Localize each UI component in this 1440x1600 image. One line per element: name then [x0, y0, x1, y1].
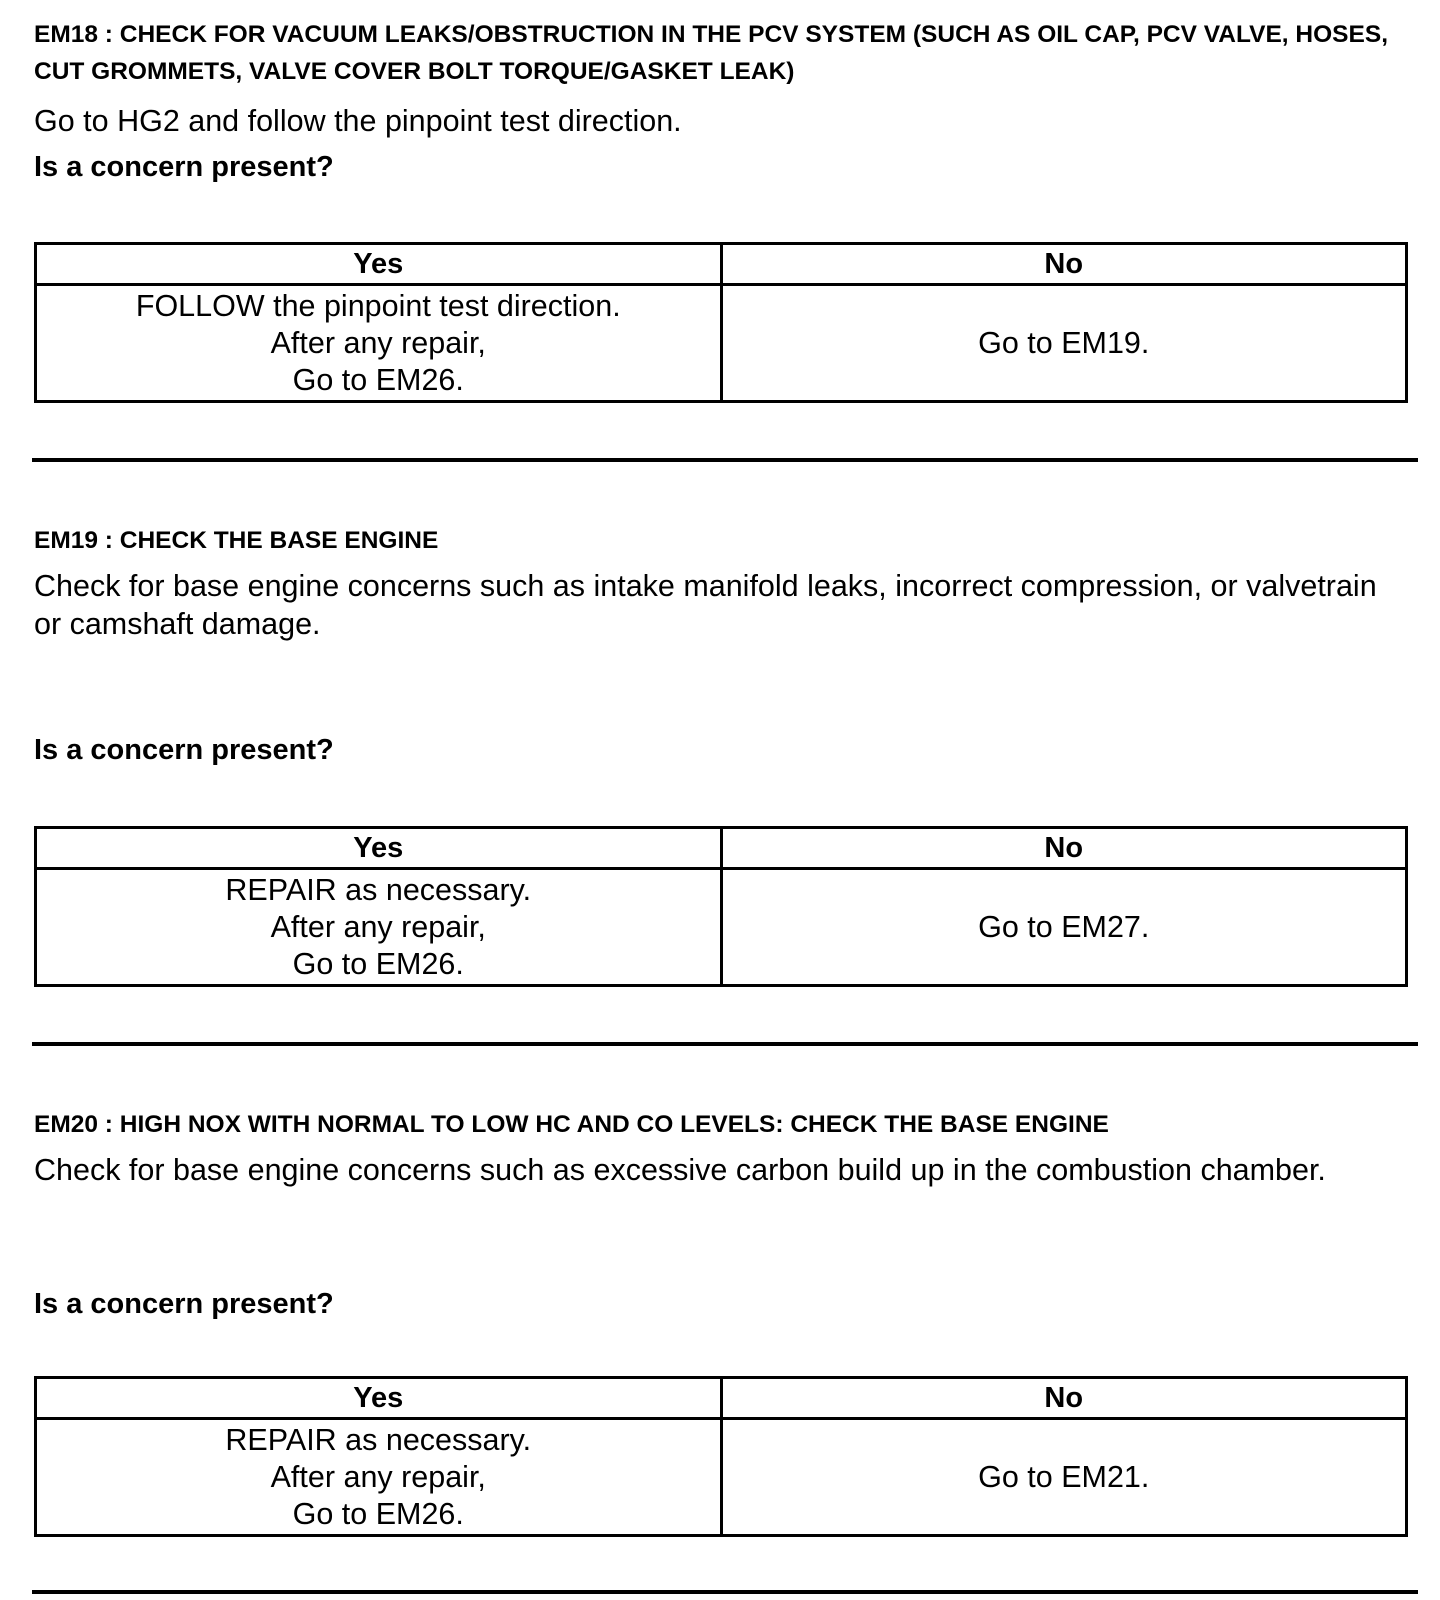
no-header: No	[721, 244, 1407, 285]
step-em18	[34, 0, 1414, 460]
step-title: EM20 : HIGH NOX WITH NORMAL TO LOW HC AND CO LEVELS: CHECK THE BASE ENGINE	[34, 1111, 1109, 1138]
step-em19	[34, 522, 1414, 1042]
yes-cell	[36, 869, 722, 986]
step-instruction: Check for base engine concerns such as excessive carbon build up in the combustion chamber.	[34, 1153, 1326, 1187]
yes-header: Yes	[36, 1378, 722, 1419]
section-divider	[32, 1042, 1418, 1046]
result-table	[34, 826, 1408, 987]
result-table	[34, 1376, 1408, 1537]
yes-line: After any repair,	[270, 909, 486, 944]
step-instruction: Go to HG2 and follow the pinpoint test direction.	[34, 104, 682, 138]
section-divider	[32, 458, 1418, 462]
yes-line: Go to EM26.	[292, 946, 464, 981]
step-em20	[34, 1106, 1414, 1596]
yes-line: REPAIR as necessary.	[225, 1422, 532, 1457]
step-title: EM18 : CHECK FOR VACUUM LEAKS/OBSTRUCTION IN THE PCV SYSTEM (SUCH AS OIL CAP, PCV VALVE, HOSES, CUT GROMMETS, VALVE COVER BOLT TORQUE/GASKET LEAK)	[34, 21, 1388, 85]
result-table	[34, 242, 1408, 403]
yes-header: Yes	[36, 828, 722, 869]
yes-line: Go to EM26.	[292, 362, 464, 397]
yes-line: After any repair,	[270, 1459, 486, 1494]
no-header: No	[721, 828, 1407, 869]
section-divider	[32, 1590, 1418, 1594]
yes-line: REPAIR as necessary.	[225, 872, 532, 907]
yes-cell	[36, 1419, 722, 1536]
yes-line: FOLLOW the pinpoint test direction.	[135, 288, 621, 323]
no-cell: Go to EM21.	[721, 1419, 1407, 1536]
no-cell: Go to EM19.	[721, 285, 1407, 402]
yes-header: Yes	[36, 244, 722, 285]
yes-line: Go to EM26.	[292, 1496, 464, 1531]
yes-cell	[36, 285, 722, 402]
concern-question: Is a concern present?	[34, 1288, 334, 1320]
no-header: No	[721, 1378, 1407, 1419]
step-instruction: Check for base engine concerns such as intake manifold leaks, incorrect compression, or valvetrain or camshaft damage.	[34, 569, 1377, 641]
yes-line: After any repair,	[270, 325, 486, 360]
concern-question: Is a concern present?	[34, 151, 334, 183]
step-title: EM19 : CHECK THE BASE ENGINE	[34, 527, 439, 554]
concern-question: Is a concern present?	[34, 734, 334, 766]
no-cell: Go to EM27.	[721, 869, 1407, 986]
